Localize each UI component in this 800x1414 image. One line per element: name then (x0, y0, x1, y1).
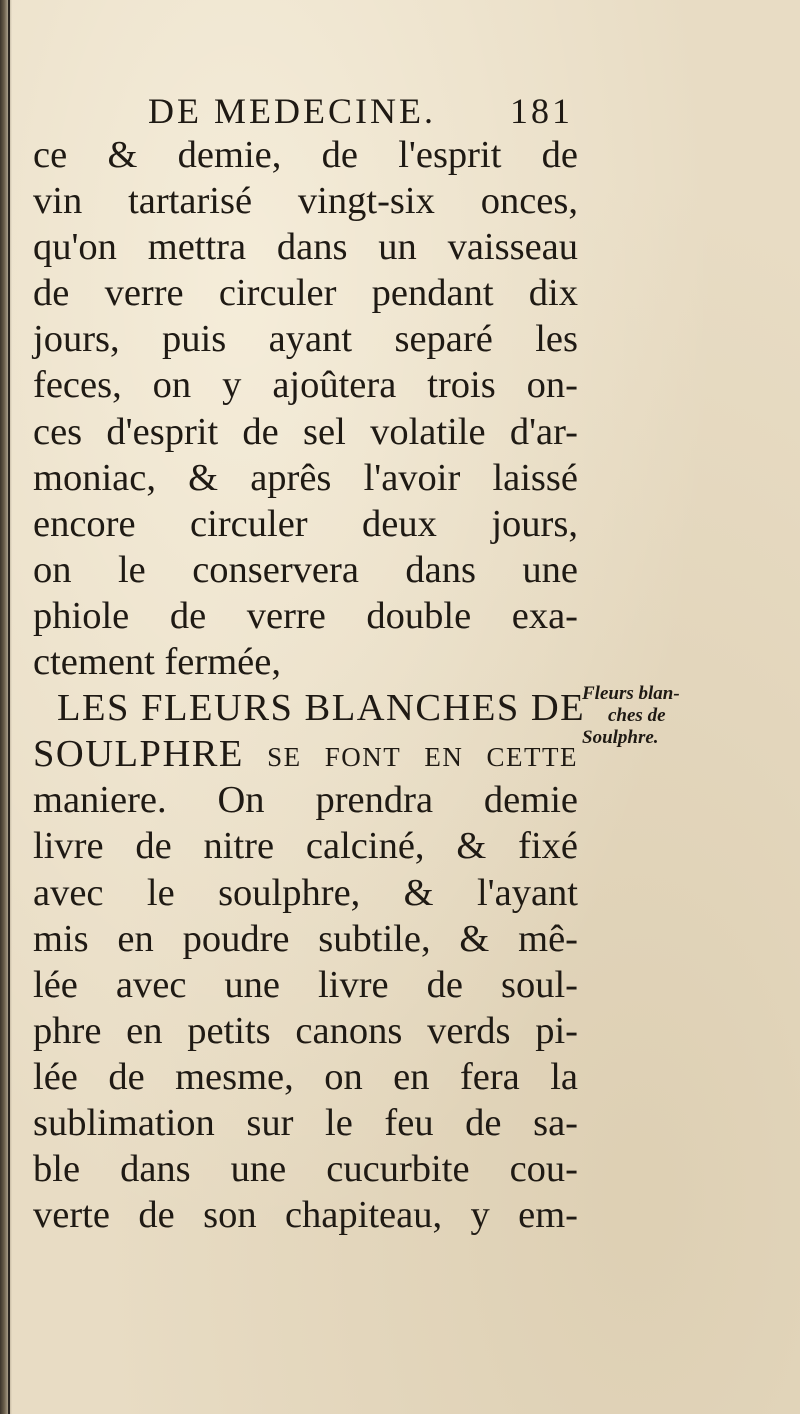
margin-note-line: Fleurs blan- (582, 683, 680, 704)
section-heading-line: SOULPHRE se font en cette (33, 733, 578, 776)
text-line: mis en poudre subtile, & mê- (33, 917, 578, 960)
text-line: phre en petits canons verds pi- (33, 1009, 578, 1052)
text-line: moniac, & aprês l'avoir laissé (33, 456, 578, 499)
text-line: feces, on y ajoûtera trois on- (33, 364, 578, 407)
text-line: maniere. On prendra demie (33, 779, 578, 822)
margin-note-line: Soulphre. (582, 727, 659, 748)
page-number: 181 (510, 91, 573, 131)
text-line: on le conservera dans une (33, 548, 578, 591)
text-line: ce & demie, de l'esprit de (33, 134, 578, 176)
text-line: lée de mesme, on en fera la (33, 1055, 578, 1098)
text-line: sublimation sur le feu de sa- (33, 1101, 578, 1144)
book-spine-edge (8, 0, 10, 1414)
text-line: ble dans une cucurbite cou- (33, 1148, 578, 1191)
page-header (148, 90, 573, 136)
text-line: ctement fermée, (33, 641, 281, 684)
text-line: jours, puis ayant separé les (33, 318, 578, 361)
text-line: encore circuler deux jours, (33, 502, 578, 545)
text-line: phiole de verre double exa- (33, 594, 578, 637)
text-line: avec le soulphre, & l'ayant (33, 871, 578, 914)
text-line: lée avec une livre de soul- (33, 963, 578, 1006)
text-line: vin tartarisé vingt-six onces, (33, 180, 578, 223)
margin-note (582, 683, 712, 749)
text-line: de verre circuler pendant dix (33, 272, 578, 315)
section-heading-line: LES FLEURS BLANCHES DE (57, 687, 586, 730)
text-line: verte de son chapiteau, y em- (33, 1194, 578, 1237)
text-line: ces d'esprit de sel volatile d'ar- (33, 410, 578, 453)
text-line: qu'on mettra dans un vaisseau (33, 226, 578, 269)
book-gutter-shadow (0, 0, 12, 1414)
text-line: livre de nitre calciné, & fixé (33, 825, 578, 868)
margin-note-line: ches de (608, 705, 666, 726)
body-text (33, 132, 586, 1238)
running-title: DE MEDECINE. (148, 91, 436, 131)
